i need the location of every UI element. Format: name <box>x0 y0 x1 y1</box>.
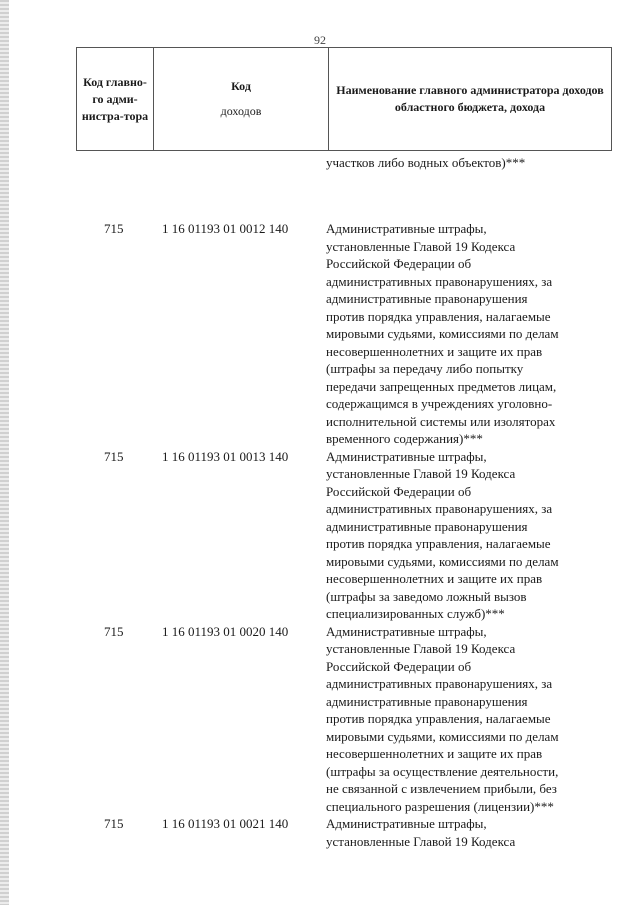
continuation-text: участков либо водных объектов)*** <box>326 155 526 170</box>
revenue-name-line: мировыми судьями, комиссиями по делам <box>326 728 559 744</box>
revenue-name-line: против порядка управления, налагаемые <box>326 536 551 551</box>
table-row <box>76 448 612 623</box>
income-code: 1 16 01193 01 0021 140 <box>162 816 289 831</box>
table-row <box>76 815 612 850</box>
scan-edge <box>0 0 9 905</box>
revenue-name-line: исполнительной системы или изоляторах <box>326 413 556 429</box>
header-name: Наименование главного администратора доходов областного бюджета, дохода <box>329 48 612 151</box>
revenue-name-line: административные правонарушения <box>326 291 528 306</box>
revenue-name-line: (штрафы за заведомо ложный вызов <box>326 588 527 604</box>
revenue-name-line: административных правонарушениях, за <box>326 676 553 691</box>
table-header <box>76 47 612 151</box>
revenue-name-line: установленные Главой 19 Кодекса <box>326 466 516 481</box>
revenue-name-line: передачи запрещенных предметов лицам, <box>326 378 557 394</box>
revenue-name-line: Административные штрафы, <box>326 448 487 464</box>
revenue-name-line: несовершеннолетних и защите их прав <box>326 571 543 586</box>
revenue-name-line: (штрафы за передачу либо попытку <box>326 361 524 376</box>
revenue-name <box>326 220 612 448</box>
admin-code: 715 <box>104 448 124 464</box>
revenue-name-line: административных правонарушениях, за <box>326 501 553 516</box>
revenue-name-line: мировыми судьями, комиссиями по делам <box>326 326 559 341</box>
revenue-name-line: против порядка управления, налагаемые <box>326 711 551 726</box>
revenue-name-line: Российской Федерации об <box>326 658 472 674</box>
revenue-name-line: административные правонарушения <box>326 693 528 709</box>
header-admin-code: Код главно-го адми-нистра-тора <box>77 48 154 151</box>
revenue-name-line: административные правонарушения <box>326 518 528 534</box>
revenue-name <box>326 448 612 623</box>
header-income-code <box>154 48 329 151</box>
admin-code: 715 <box>104 816 124 831</box>
income-code: 1 16 01193 01 0012 140 <box>162 221 289 236</box>
revenue-name-line: Административные штрафы, <box>326 816 487 831</box>
revenue-name-line: установленные Главой 19 Кодекса <box>326 641 516 656</box>
table-row <box>76 623 612 816</box>
revenue-name-line: установленные Главой 19 Кодекса <box>326 238 516 254</box>
revenue-name-line: специализированных служб)*** <box>326 606 505 621</box>
revenue-name-line: административных правонарушениях, за <box>326 273 553 289</box>
header-income-code-bottom: доходов <box>220 104 262 118</box>
header-income-code-top: Код <box>231 79 251 93</box>
revenue-name-line: установленные Главой 19 Кодекса <box>326 833 516 849</box>
revenue-name-line: против порядка управления, налагаемые <box>326 308 551 324</box>
admin-code: 715 <box>104 221 124 236</box>
page-number: 92 <box>314 33 326 47</box>
revenue-name-line: специального разрешения (лицензии)*** <box>326 798 554 814</box>
revenue-name-line: несовершеннолетних и защите их прав <box>326 343 543 359</box>
revenue-name-line: несовершеннолетних и защите их прав <box>326 746 543 761</box>
revenue-name <box>326 815 612 850</box>
revenue-name <box>326 623 612 816</box>
revenue-name-line: Российской Федерации об <box>326 256 472 271</box>
revenue-table-body <box>76 220 612 850</box>
revenue-name-line: мировыми судьями, комиссиями по делам <box>326 553 559 569</box>
admin-code: 715 <box>104 623 124 639</box>
revenue-name-line: временного содержания)*** <box>326 431 483 446</box>
revenue-name-line: Административные штрафы, <box>326 221 487 236</box>
revenue-name-line: Административные штрафы, <box>326 623 487 639</box>
income-code: 1 16 01193 01 0013 140 <box>162 448 289 464</box>
revenue-name-line: (штрафы за осуществление деятельности, <box>326 763 559 779</box>
income-code: 1 16 01193 01 0020 140 <box>162 623 289 639</box>
revenue-name-line: Российской Федерации об <box>326 483 472 499</box>
revenue-name-line: содержащимся в учреждениях уголовно- <box>326 396 553 411</box>
table-row <box>76 220 612 448</box>
revenue-name-line: не связанной с извлечением прибыли, без <box>326 781 557 796</box>
